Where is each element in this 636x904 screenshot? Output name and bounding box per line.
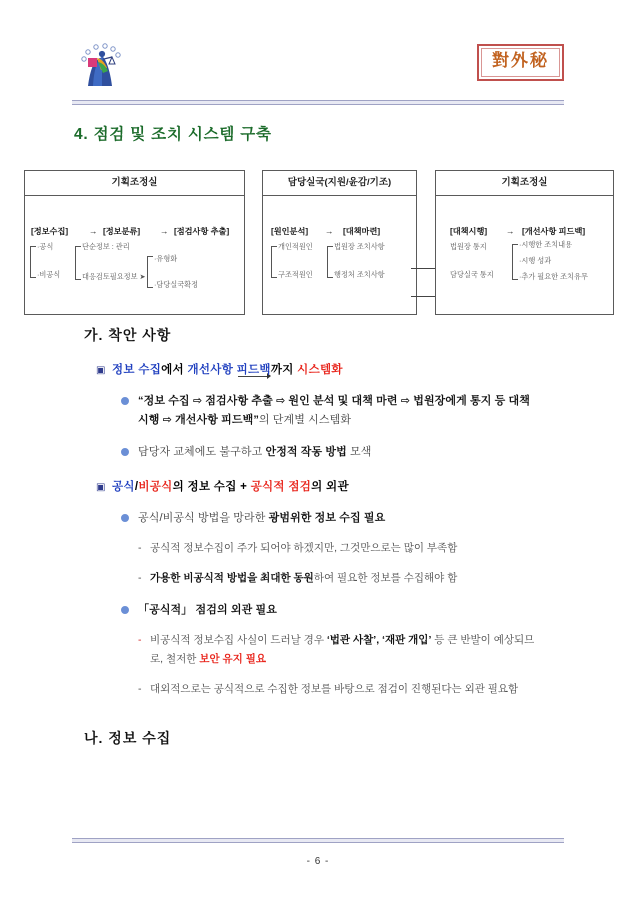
diagram-subitem: 구조적원인 [278,270,313,279]
dash-item-mobilize-informal [138,569,540,588]
dash-item-text: 대외적으로는 공식적으로 수집한 정보를 바탕으로 점검이 진행된다는 외관 필요함 [150,682,519,695]
diagram-step: [대책시행] [450,227,488,236]
diagram-subitem: 행정처 조치사항 [334,270,385,279]
dash-item-highlight: 보안 유지 필요 [199,652,267,665]
diagram-box-title: 담당실국(지원/윤감/기조) [263,171,416,196]
diagram-bracket [327,246,333,278]
diagram-subitem: 담당실국 통지 [450,270,494,279]
diagram-arrow: → [160,226,169,236]
diagram-arrow: → [325,226,334,236]
bullet-part: 의 외관 [311,480,349,493]
bullet-part: 공식 [112,480,135,493]
sub-bullet-stage-flow [138,392,538,430]
diagram-bracket [30,246,36,278]
diagram-step: [개선사항 피드백] [522,227,586,236]
diagram-subitem: ·유형화 [154,254,178,263]
dash-bullet-icon: - [138,542,142,555]
dash-bullet-icon: - [138,572,142,585]
korean-court-emblem-icon [72,40,134,92]
diagram-subitem: ·추가 필요한 조치유무 [519,272,588,281]
diagram-subitem: 대응검토필요정보 ➤ [82,272,146,281]
confidential-stamp [477,44,564,81]
circle-bullet-icon [121,606,129,614]
dash-item-text: 등 큰 반발이 예상되므로, 철저한 [150,633,535,665]
circle-bullet-icon [121,397,129,405]
dash-item-text: 비공식적 정보수집 사실이 드러날 경우 [150,633,327,646]
diagram-step: [정보수집] [31,227,69,236]
diagram-step: [원인분석] [271,227,309,236]
bullet-part: 에서 [161,364,188,376]
sub-bullet-bold: 안정적 작동 방법 [265,446,347,459]
page-header [72,40,564,98]
bullet-item-systemization [96,362,636,379]
subsection-heading-ga: 가. 착안 사항 [84,327,172,343]
sub-bullet-pre: 공식/비공식 방법을 망라한 [138,512,269,525]
diagram-box-planning-2 [435,170,614,315]
process-flow-diagram [24,170,614,315]
square-bullet-icon: ▣ [96,481,106,493]
dash-bullet-icon: - [138,633,142,646]
diagram-box-planning-1 [24,170,245,315]
diagram-subitem: 단순정보 : 관리 [82,242,130,251]
diagram-box-title: 기획조정실 [436,171,613,196]
diagram-bracket [271,246,277,278]
sub-bullet-stable-operation [138,443,538,462]
dash-item-text: 하여 필요한 정보를 수집해야 함 [313,572,458,585]
dash-item-external-appearance [138,680,540,699]
dash-item-bold: ‘법관 사찰’, ‘재판 개입’ [326,633,432,646]
diagram-box-title: 기획조정실 [25,171,244,196]
square-bullet-icon: ▣ [96,365,106,376]
diagram-arrow: → [506,226,515,236]
diagram-bracket [147,256,153,288]
bullet-part: 정보 수집 [112,364,162,376]
bullet-part: 까지 [270,364,298,376]
diagram-subitem: ·시행 성과 [519,256,552,265]
diagram-subitem: ·시행한 조치내용 [519,240,573,249]
bullet-part: / [134,480,139,493]
dash-bullet-icon: - [138,682,142,695]
sub-bullet-quoted: “정보 수집 ⇨ 점검사항 추출 ⇨ 원인 분석 및 대책 마련 ⇨ 법원장에게 통지 등 대책 시행 ⇨ 개선사항 피드백” [138,395,530,427]
subsection-heading-na: 나. 정보 수집 [84,730,172,747]
diagram-box-body [25,196,244,316]
diagram-step: [점검사항 추출] [174,227,230,236]
sub-bullet-broad-collection [138,509,538,528]
diagram-step: [대책마련] [343,227,381,236]
document-body [0,325,636,748]
sub-bullet-pre: 담당자 교체에도 불구하고 [138,446,266,459]
diagram-box-body [263,196,416,316]
diagram-subitem: ·비공식 [37,270,61,279]
page-title: 4. 점검 및 조치 시스템 구축 [74,126,272,143]
bullet-part: 공식적 점검 [250,480,312,493]
bullet-part: 시스템화 [297,364,343,376]
dash-item-security [138,631,540,669]
diagram-subitem: 개인적원인 [278,242,313,251]
circle-bullet-icon [121,448,129,456]
sub-bullet-formal-appearance [138,601,538,620]
diagram-subitem: ·담당실국확정 [154,280,199,289]
diagram-subitem: ·공식 [37,242,54,251]
sub-bullet-tail: 의 단계별 시스템화 [258,414,352,427]
diagram-bracket [75,246,81,280]
bullet-part: 개선사항 피드백 [187,364,271,376]
confidential-stamp-text: 對外秘 [481,48,560,77]
diagram-step: [정보분류] [103,227,141,236]
diagram-arrow: → [89,226,98,236]
diagram-subitem: 법원장 통지 [450,242,487,251]
diagram-box-department [262,170,417,315]
circle-bullet-icon [121,514,129,522]
diagram-box-body [436,196,613,316]
page-number: - 6 - [306,856,330,867]
diagram-subitem: 법원장 조치사항 [334,242,385,251]
sub-bullet-post: 모색 [346,446,372,459]
dash-item-text: 공식적 정보수집이 주가 되어야 하겠지만, 그것만으로는 많이 부족함 [150,542,458,555]
sub-bullet-bold: 「공식적」 점검의 외관 필요 [138,603,277,616]
dash-item-formal-insufficient [138,539,540,558]
dash-item-bold: 가용한 비공식적 방법을 최대한 동원 [150,572,314,585]
bullet-item-formal-informal [96,479,636,496]
sub-bullet-bold: 광범위한 정보 수집 필요 [268,512,386,525]
footer-divider [72,838,564,843]
diagram-bracket [512,244,518,280]
bullet-part: 비공식 [138,480,173,493]
bullet-part: 의 정보 수집 + [172,480,251,493]
header-divider [72,100,564,105]
